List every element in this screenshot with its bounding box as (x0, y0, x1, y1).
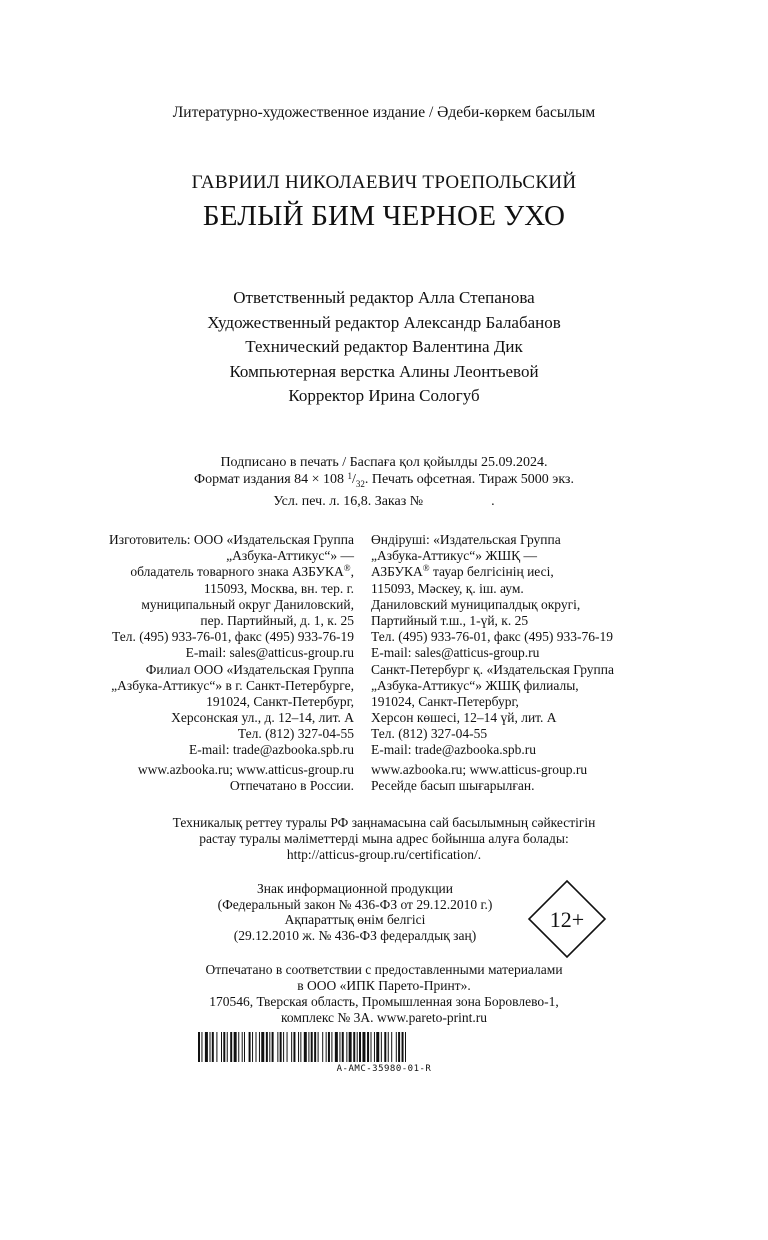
barcode-bar (335, 1032, 338, 1062)
barcode-bar (318, 1032, 319, 1062)
barcode-bar (238, 1032, 239, 1062)
manufacturer-line: Партийный т.ш., 1-үй, к. 25 (371, 613, 529, 628)
manufacturer-ru (60, 532, 354, 661)
barcode-bar (269, 1032, 270, 1062)
barcode-bar (326, 1032, 327, 1062)
barcode-bar (311, 1032, 313, 1062)
barcode-bar (277, 1032, 278, 1062)
barcode-bar (308, 1032, 309, 1062)
branch-email: E-mail: trade@azbooka.spb.ru (189, 742, 354, 757)
barcode-bar (367, 1032, 369, 1062)
manufacturer-line: Изготовитель: ООО «Издательская Группа (109, 532, 354, 547)
barcode-bar (249, 1032, 251, 1062)
sign-line: Ақпараттық өнім белгісі (284, 912, 426, 927)
branch-email: E-mail: trade@azbooka.spb.ru (371, 742, 536, 757)
manufacturer-line: Тел. (495) 933-76-01, факс (495) 933-76-19 (371, 629, 614, 644)
barcode-bar (371, 1032, 372, 1062)
barcode-bar (381, 1032, 382, 1062)
format-fraction-den: 32 (355, 478, 365, 489)
printer-info (0, 962, 768, 1026)
barcode-bar (402, 1032, 404, 1062)
barcode-bar (272, 1032, 274, 1062)
registered-mark: ® (343, 563, 351, 573)
trademark-suffix: , (350, 564, 354, 579)
barcode-bar (314, 1032, 316, 1062)
barcode-bar (212, 1032, 214, 1062)
edition-type: Литературно-художественное издание / Әдеби-көркем басылым (172, 104, 596, 121)
barcode-bar (280, 1032, 282, 1062)
printer-line: Отпечатано в соответствии с предоставленными материалами (205, 962, 563, 977)
format-suffix: . Печать офсетная. Тираж 5000 экз. (364, 472, 574, 487)
trademark-text: обладатель товарного знака АЗБУКА (130, 564, 344, 579)
barcode-bar (291, 1032, 292, 1062)
barcode-bar (293, 1032, 295, 1062)
sheets-order: Усл. печ. л. 16,8. Заказ № (273, 493, 424, 509)
barcode-bar (252, 1032, 253, 1062)
barcode-bar (328, 1032, 330, 1062)
barcode-bar (223, 1032, 225, 1062)
barcode-bar (362, 1032, 365, 1062)
manufacturer-line: „Азбука-Аттикус“» ЖШҚ — (371, 548, 537, 563)
barcode-bar (405, 1032, 406, 1062)
branch-line: „Азбука-Аттикус“» ЖШҚ филиалы, (371, 678, 579, 693)
branch-line: 191024, Санкт-Петербург, (371, 694, 519, 709)
printer-line: 170546, Тверская область, Промышленная зона Боровлево-1, (209, 994, 559, 1009)
printer-line: комплекс № 3А. www.pareto-print.ru (280, 1010, 488, 1025)
format-fraction-num: 1 (347, 471, 353, 481)
barcode-bar (256, 1032, 257, 1062)
printer-line: в ООО «ИПК Парето-Принт». (297, 978, 471, 993)
barcode-bar (205, 1032, 208, 1062)
manufacturer-line (60, 564, 354, 581)
trademark-text: АЗБУКА (371, 564, 423, 579)
barcode-bar (374, 1032, 375, 1062)
manufacturer-line: 115093, Москва, вн. тер. г. (203, 581, 354, 596)
web-links: www.azbooka.ru; www.atticus-group.ru (137, 762, 354, 777)
barcode-bar (201, 1032, 202, 1062)
credit-line: Ответственный редактор Алла Степанова (233, 288, 535, 307)
info-product-sign (180, 881, 530, 943)
order-end: . (491, 493, 495, 509)
barcode-bar (283, 1032, 284, 1062)
manufacturer-line (371, 564, 701, 581)
barcode-bar (300, 1032, 301, 1062)
barcode-bar (398, 1032, 400, 1062)
barcode-bar (349, 1032, 352, 1062)
trademark-suffix: тауар белгісінің иесі, (429, 564, 554, 579)
barcode-bar (298, 1032, 299, 1062)
printed-in: Отпечатано в России. (229, 778, 354, 793)
barcode-bar (198, 1032, 200, 1062)
format-line: Формат издания 84 × 108 $^1/_{32}$. Печать офсетная. Тираж 5000 экз. (194, 471, 574, 489)
credit-line: Художественный редактор Александр Балабанов (207, 312, 561, 332)
branch-line: Тел. (812) 327-04-55 (237, 726, 354, 741)
barcode-bar (388, 1032, 389, 1062)
barcode-code: A-AMC-35980-01-R (336, 1064, 432, 1074)
manufacturer-kz (371, 532, 701, 661)
manufacturer-email: E-mail: sales@atticus-group.ru (185, 645, 354, 660)
branch-line: „Азбука-Аттикус“» в г. Санкт-Петербурге, (111, 678, 354, 693)
signed-date: Подписано в печать / Баспаға қол қойылды 25.09.2024. (220, 455, 548, 470)
barcode-bar (346, 1032, 347, 1062)
barcode-bar (230, 1032, 232, 1062)
manufacturer-line: Өндіруші: «Издательская Группа (371, 532, 561, 547)
branch-line: Тел. (812) 327-04-55 (371, 726, 488, 741)
manufacturer-line: 115093, Мәскеу, қ. іш. аум. (371, 581, 524, 596)
age-rating: 12+ (549, 907, 585, 932)
credit-line: Технический редактор Валентина Дик (245, 337, 523, 356)
barcode-bar (357, 1032, 358, 1062)
barcode-bar (287, 1032, 288, 1062)
author-name: ГАВРИИЛ НИКОЛАЕВИЧ ТРОЕПОЛЬСКИЙ (191, 172, 577, 193)
barcode-bar (322, 1032, 323, 1062)
barcode-bar (304, 1032, 307, 1062)
certification-url: http://atticus-group.ru/certification/. (286, 847, 482, 862)
barcode-bar (376, 1032, 379, 1062)
sign-line: (Федеральный закон № 436-ФЗ от 29.12.2010 г.) (217, 896, 493, 912)
credit-line: Корректор Ирина Сологуб (288, 386, 480, 405)
registered-mark: ® (422, 563, 430, 573)
barcode-bar (331, 1032, 332, 1062)
web-kz (371, 762, 701, 794)
manufacturer-line: пер. Партийный, д. 1, к. 25 (200, 613, 354, 628)
age-rating-badge (527, 879, 607, 959)
certification-line: растау туралы мәліметтерді мына адрес бойынша алуға болады: (199, 831, 569, 846)
certification-info (0, 815, 768, 863)
branch-line: 191024, Санкт-Петербург, (206, 694, 354, 709)
barcode-bar (266, 1032, 268, 1062)
branch-kz (371, 662, 701, 758)
web-links: www.azbooka.ru; www.atticus-group.ru (371, 762, 588, 777)
manufacturer-line: муниципальный округ Даниловский, (141, 597, 354, 612)
barcode-bar (227, 1032, 228, 1062)
branch-line: Херсонская ул., д. 12–14, лит. А (171, 710, 354, 725)
barcode-bar (384, 1032, 386, 1062)
barcode (198, 1032, 570, 1062)
credits (0, 286, 768, 409)
branch-line: Санкт-Петербург қ. «Издательская Группа (371, 662, 614, 677)
book-title: БЕЛЫЙ БИМ ЧЕРНОЕ УХО (202, 200, 566, 232)
certification-line: Техникалық реттеу туралы РФ заңнамасына сай басылымның сәйкестігін (172, 815, 596, 830)
manufacturer-line: Тел. (495) 933-76-01, факс (495) 933-76-19 (111, 629, 354, 644)
manufacturer-line: Даниловский муниципалдық округі, (371, 597, 581, 612)
web-ru (60, 762, 354, 794)
branch-line: Херсон көшесі, 12–14 үй, лит. А (371, 710, 557, 725)
barcode-bar (234, 1032, 237, 1062)
format-prefix: Формат издания 84 × 108 (194, 472, 345, 487)
barcode-bar (359, 1032, 361, 1062)
barcode-bar (259, 1032, 260, 1062)
manufacturer-line: „Азбука-Аттикус“» — (226, 548, 354, 563)
branch-line: Филиал ООО «Издательская Группа (145, 662, 354, 677)
branch-ru (60, 662, 354, 758)
barcode-bar (342, 1032, 344, 1062)
manufacturer-email: E-mail: sales@atticus-group.ru (371, 645, 540, 660)
sign-line: Знак информационной продукции (256, 881, 454, 896)
barcode-bar (339, 1032, 340, 1062)
barcode-bar (210, 1032, 211, 1062)
barcode-bar (242, 1032, 243, 1062)
barcode-bar (216, 1032, 217, 1062)
barcode-bar (221, 1032, 222, 1062)
barcode-bar (353, 1032, 355, 1062)
barcode-bar (391, 1032, 392, 1062)
credit-line: Компьютерная верстка Алины Леонтьевой (229, 361, 539, 381)
barcode-bar (261, 1032, 264, 1062)
barcode-bar (244, 1032, 245, 1062)
printing-info (0, 454, 768, 510)
sign-line: (29.12.2010 ж. № 436-ФЗ федералдық заң) (233, 927, 477, 943)
barcode-bar (396, 1032, 397, 1062)
sheets-line (0, 493, 768, 510)
printed-in: Ресейде басып шығарылған. (371, 778, 535, 793)
